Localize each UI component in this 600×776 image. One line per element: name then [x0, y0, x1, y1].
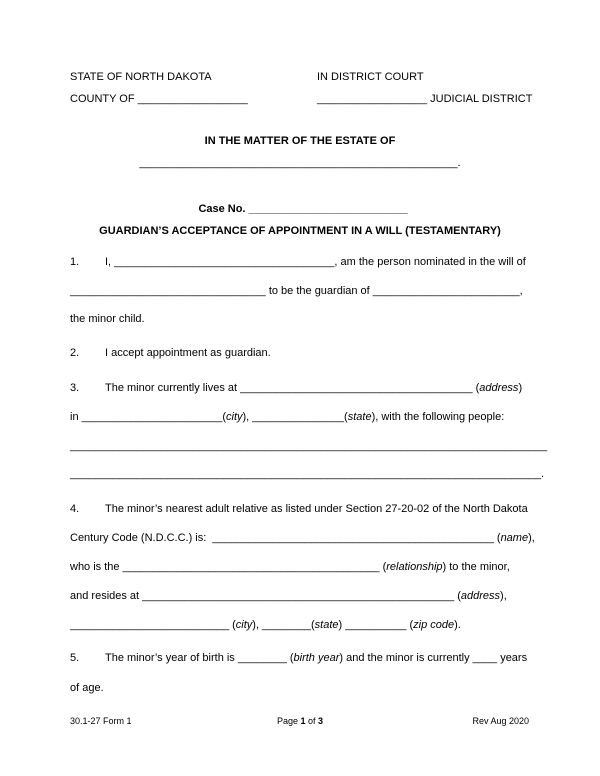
para-1-number: 1. [70, 256, 80, 268]
para-4-line-4[interactable]: and resides at ___________________________________________________ (address), [70, 590, 507, 602]
para-2-line-1: I accept appointment as guardian. [105, 347, 271, 359]
footer-page-number: Page 1 of 3 [276, 716, 324, 726]
para-3-number: 3. [70, 382, 80, 394]
para-3-line-2[interactable]: in _______________________(city), _______________(state), with the following people: [70, 411, 505, 423]
footer-revision: Rev Aug 2020 [472, 716, 529, 726]
para-3-line-3[interactable]: ______________________________________________________________________________ [70, 440, 548, 452]
estate-matter-heading: IN THE MATTER OF THE ESTATE OF [204, 135, 396, 147]
judicial-district-field[interactable]: __________________ JUDICIAL DISTRICT [317, 93, 533, 105]
para-4-line-5[interactable]: __________________________ (city), ________(state) __________ (zip code). [70, 619, 461, 631]
footer-form-id: 30.1-27 Form 1 [70, 716, 132, 726]
state-label: STATE OF NORTH DAKOTA [70, 71, 212, 83]
para-4-number: 4. [70, 503, 80, 515]
para-5-line-2: of age. [70, 682, 104, 694]
case-number-text: Case No. __________________________ [198, 203, 408, 215]
county-field[interactable]: COUNTY OF __________________ [70, 93, 248, 105]
para-4-line-3[interactable]: who is the __________________________________________ (relationship) to the minor, [70, 561, 510, 573]
court-label: IN DISTRICT COURT [317, 71, 424, 83]
para-1-line-2[interactable]: ________________________________ to be the guardian of ________________________, [70, 285, 523, 297]
document-title: GUARDIAN’S ACCEPTANCE OF APPOINTMENT IN A WILL (TESTAMENTARY) [99, 225, 501, 237]
para-4-line-1: The minor’s nearest adult relative as listed under Section 27-20-02 of the North Dakota [105, 503, 528, 515]
estate-name-field[interactable]: ____________________________________________________. [139, 157, 461, 169]
case-number-field[interactable] [0, 190, 600, 216]
para-3-line-4[interactable]: _____________________________________________________________________________. [70, 468, 545, 480]
para-4-line-2[interactable]: Century Code (N.D.C.C.) is: ______________________________________________ (name), [70, 532, 535, 544]
para-3-line-1[interactable]: The minor currently lives at ______________________________________ (address) [105, 382, 523, 394]
para-1-line-3: the minor child. [70, 313, 145, 325]
para-5-number: 5. [70, 652, 80, 664]
para-5-line-1[interactable]: The minor’s year of birth is ________ (birth year) and the minor is currently ____ years [105, 652, 528, 664]
para-1-line-1[interactable]: I, ____________________________________, am the person nominated in the will of [105, 256, 526, 268]
para-2-number: 2. [70, 347, 80, 359]
